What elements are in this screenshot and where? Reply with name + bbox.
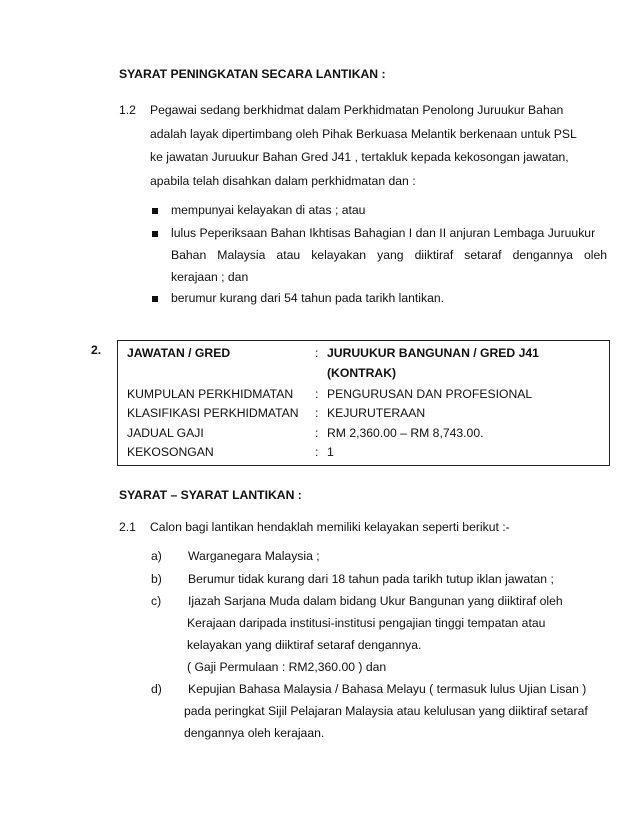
section1-line: Pegawai sedang berkhidmat dalam Perkhidmatan Penolong Juruukur Bahan <box>150 103 564 117</box>
section1-line: ke jawatan Juruukur Bahan Gred J41 , tertakluk kepada kekosongan jawatan, <box>150 150 569 164</box>
table-label: JADUAL GAJI <box>127 426 204 440</box>
table-separator: : <box>315 426 319 440</box>
table-value: JURUUKUR BANGUNAN / GRED J41 <box>327 346 539 360</box>
item-letter: c) <box>151 594 162 608</box>
table-value: KEJURUTERAAN <box>327 406 426 420</box>
table-separator: : <box>315 445 319 459</box>
bullet-icon <box>152 231 158 237</box>
bullet-icon <box>152 296 158 302</box>
bullet-item-continued: Bahan Malaysia atau kelayakan yang diiktiraf setaraf dengannya oleh <box>171 248 607 262</box>
bullet-item-continued: kerajaan ; dan <box>171 270 249 284</box>
table-value-continued: (KONTRAK) <box>327 366 397 380</box>
section2-intro: Calon bagi lantikan hendaklah memiliki kelayakan seperti berikut :- <box>150 520 510 534</box>
bullet-item: mempunyai kelayakan di atas ; atau <box>171 203 366 217</box>
section1-line: apabila telah disahkan dalam perkhidmatan dan : <box>150 174 416 188</box>
section1-line: adalah layak dipertimbang oleh Pihak Berkuasa Melantik berkenaan untuk PSL <box>150 127 577 141</box>
bullet-item: berumur kurang dari 54 tahun pada tarikh lantikan. <box>171 291 445 305</box>
item-text: Kepujian Bahasa Malaysia / Bahasa Melayu ( termasuk lulus Ujian Lisan ) <box>188 682 587 696</box>
section1-item-number: 1.2 <box>119 103 136 117</box>
item-text: Ijazah Sarjana Muda dalam bidang Ukur Bangunan yang diiktiraf oleh <box>188 594 563 608</box>
table-separator: : <box>315 346 319 360</box>
section1-heading: SYARAT PENINGKATAN SECARA LANTIKAN : <box>119 67 386 81</box>
item-text-continued: dengannya oleh kerajaan. <box>184 726 325 740</box>
table-separator: : <box>315 387 319 401</box>
section2-heading: SYARAT – SYARAT LANTIKAN : <box>119 488 302 502</box>
table-separator: : <box>315 406 319 420</box>
table-label: KLASIFIKASI PERKHIDMATAN <box>127 406 299 420</box>
bullet-icon <box>152 208 158 214</box>
item-text: Warganegara Malaysia ; <box>188 549 320 563</box>
section2-number: 2. <box>91 343 102 357</box>
item-text-continued: Kerajaan daripada institusi-institusi pengajian tinggi tempatan atau <box>187 616 546 630</box>
item-letter: d) <box>151 682 162 696</box>
item-text-continued: ( Gaji Permulaan : RM2,360.00 ) dan <box>187 660 387 674</box>
item-text-continued: pada peringkat Sijil Pelajaran Malaysia atau kelulusan yang diiktiraf setaraf <box>184 704 588 718</box>
item-text: Berumur tidak kurang dari 18 tahun pada tarikh tutup iklan jawatan ; <box>188 572 554 586</box>
table-value: 1 <box>327 445 334 459</box>
item-text-continued: kelayakan yang diiktiraf setaraf dengannya. <box>187 638 422 652</box>
item-letter: b) <box>151 572 162 586</box>
table-label: KUMPULAN PERKHIDMATAN <box>127 387 294 401</box>
section2-item-number: 2.1 <box>119 520 136 534</box>
item-letter: a) <box>151 549 162 563</box>
table-value: RM 2,360.00 – RM 8,743.00. <box>327 426 484 440</box>
table-label: JAWATAN / GRED <box>127 346 231 360</box>
table-value: PENGURUSAN DAN PROFESIONAL <box>327 387 533 401</box>
bullet-item: lulus Peperiksaan Bahan Ikhtisas Bahagian I dan II anjuran Lembaga Juruukur <box>171 226 596 240</box>
table-label: KEKOSONGAN <box>127 445 214 459</box>
